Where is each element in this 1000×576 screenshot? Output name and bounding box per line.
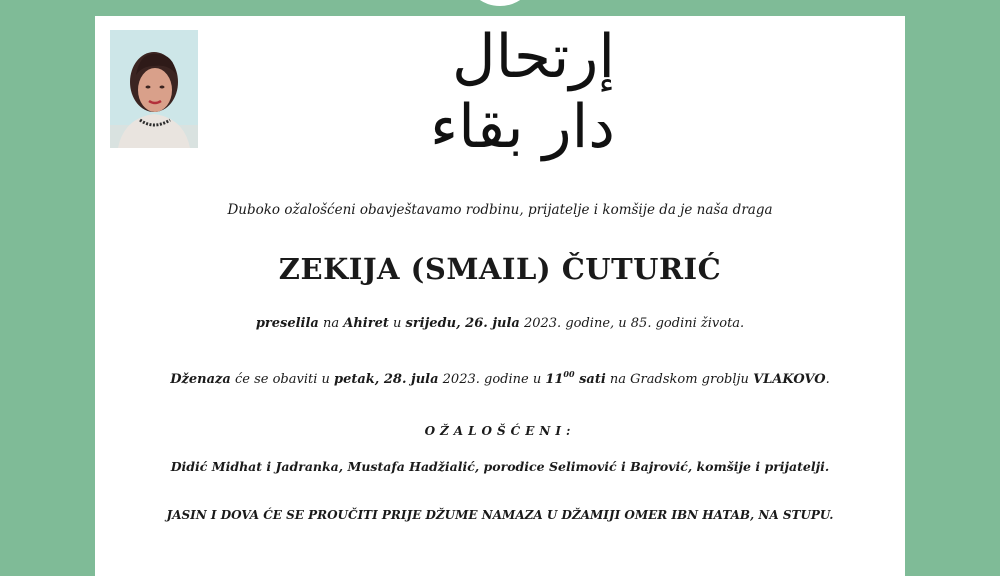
ahiret-word: Ahiret xyxy=(343,316,389,331)
passing-text-2: u xyxy=(388,316,406,331)
mourners-list: Didić Midhat i Jadranka, Mustafa Hadžialić, porodice Selimović i Bajrović, komšije i prijatelji. xyxy=(170,459,830,474)
passing-line xyxy=(95,316,905,331)
portrait-photo xyxy=(110,30,198,148)
mourners-heading: OŽALOŠĆENI: xyxy=(424,424,576,438)
funeral-date: petak, 28. jula xyxy=(334,372,439,387)
funeral-line xyxy=(95,369,905,387)
funeral-text-2: 2023. godine u xyxy=(438,372,546,387)
passing-word: preselila xyxy=(255,316,319,331)
funeral-minutes: 00 xyxy=(563,369,575,379)
intro-text: Duboko ožalošćeni obavještavamo rodbinu, prijatelje i komšije da je naša draga xyxy=(227,202,773,218)
cemetery-name: VLAKOVO xyxy=(753,372,826,387)
prayer-text-3: , NA STUPU. xyxy=(750,508,834,522)
funeral-text-4: . xyxy=(825,372,830,387)
passing-text-1: na xyxy=(318,316,344,331)
portrait-image xyxy=(110,30,198,148)
prayer-line xyxy=(95,508,905,522)
arabic-calligraphy: إرتحال دار بقاء xyxy=(430,22,615,162)
deceased-name: ZEKIJA (SMAIL) ČUTURIĆ xyxy=(278,252,722,286)
prayer-word-2: PRIJE DŽUME NAMAZA xyxy=(381,508,543,522)
passing-date: srijedu, 26. jula xyxy=(405,316,520,331)
top-circle-decoration xyxy=(468,0,532,6)
obituary-card xyxy=(95,16,905,576)
funeral-text-1: će se obaviti u xyxy=(230,372,334,387)
funeral-hour: 11 xyxy=(545,372,564,387)
prayer-text-1: ĆE SE PROUČITI xyxy=(259,508,382,522)
sati-word: sati xyxy=(574,372,606,387)
mosque-name: DŽAMIJI OMER IBN HATAB xyxy=(561,508,751,522)
dzenaza-word: Dženaza xyxy=(170,372,231,387)
prayer-word-1: JASIN I DOVA xyxy=(166,508,260,522)
funeral-text-3: na Gradskom groblju xyxy=(605,372,754,387)
prayer-text-2: U xyxy=(542,508,562,522)
passing-text-3: 2023. godine, u 85. godini života. xyxy=(519,316,745,331)
